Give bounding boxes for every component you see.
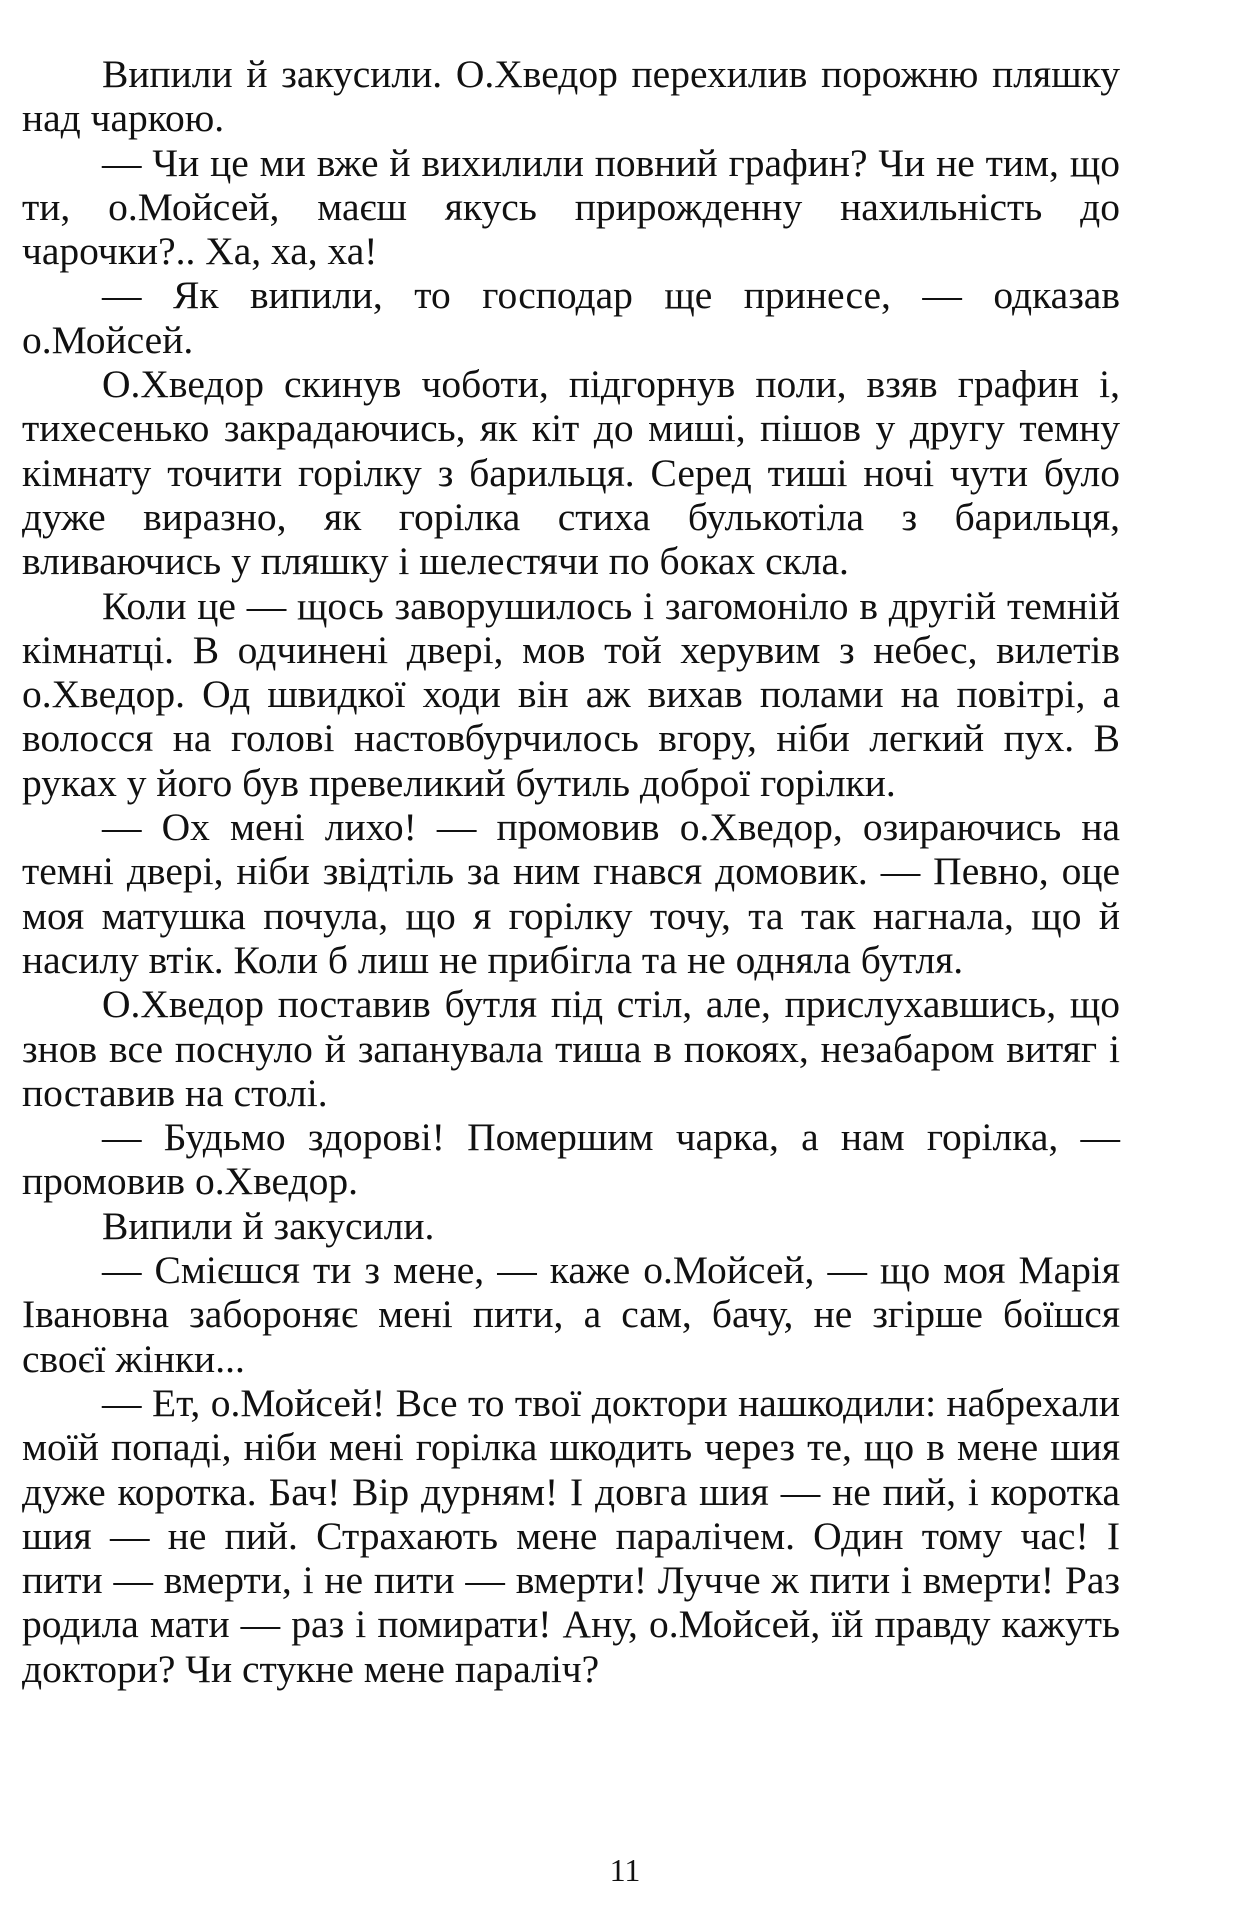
paragraph: — Як випили, то господар ще принесе, — одказав о.Мойсей. (22, 273, 1120, 362)
paragraph: — Будьмо здорові! Помершим чарка, а нам горілка, — промовив о.Хведор. (22, 1115, 1120, 1204)
paragraph: — Чи це ми вже й вихилили повний графин? Чи не тим, що ти, о.Мойсей, маєш якусь прирожденну нахильність до чарочки?.. Ха, ха, ха! (22, 140, 1120, 274)
paragraph: — Ох мені лихо! — промовив о.Хведор, озираючись на темні двері, ніби звідтіль за ним гнався домовик. — Певно, оце моя матушка почула, що я горілку точу, та так нагнала, що й насилу втік. Коли б лиш не прибігла та не одняла бутля. (22, 805, 1120, 982)
body-text (22, 52, 1120, 1691)
paragraph: О.Хведор поставив бутля під стіл, але, прислухавшись, що знов все поснуло й запанувала тиша в покоях, незабаром витяг і поставив на столі. (22, 982, 1120, 1115)
paragraph: — Смієшся ти з мене, — каже о.Мойсей, — що моя Марія Івановна забороняє мені пити, а сам, бачу, не згірше боїшся своєї жінки... (22, 1248, 1120, 1381)
paragraph: Коли це — щось заворушилось і загомоніло в другій темній кімнатці. В одчинені двері, мов той херувим з небес, вилетів о.Хведор. Од швидкої ходи він аж вихав полами на повітрі, а волосся на голові настовбурчилось вгору, ніби легкий пух. В руках у його був превеликий бутиль доброї горілки. (22, 583, 1120, 805)
paragraph: О.Хведор скинув чоботи, підгорнув поли, взяв графин і, тихесенько закрадаючись, як кіт до миші, пішов у другу темну кімнату точити горілку з барильця. Серед тиші ночі чути було дуже виразно, як горілка стиха булькотіла з барильця, вливаючись у пляшку і шелестячи по боках скла. (22, 362, 1120, 584)
paragraph: Випили й закусили. (102, 1203, 435, 1248)
paragraph: — Ет, о.Мойсей! Все то твої доктори нашкодили: набрехали моїй попаді, ніби мені горілка шкодить через те, що в мене шия дуже коротка. Бач! Вір дурням! І довга шия — не пий, і коротка шия — не пий. Страхають мене паралічем. Один тому час! І пити — вмерти, і не пити — вмерти! Лучче ж пити і вмерти! Раз родила мати — раз і помирати! Ану, о.Мойсей, їй правду кажуть доктори? Чи стукне мене параліч? (22, 1380, 1120, 1691)
paragraph: Випили й закусили. О.Хведор перехилив порожню пляшку над чаркою. (22, 52, 1120, 141)
page-number: 11 (609, 1852, 641, 1888)
